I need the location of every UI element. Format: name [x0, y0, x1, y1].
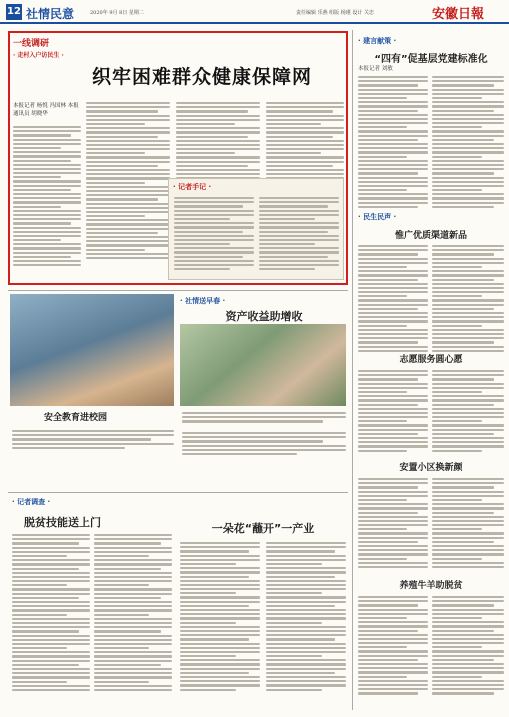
top-story-col3 [176, 100, 260, 186]
photo-caption-right [182, 410, 346, 425]
top-story-byline: 本报记者 杨悦 冯国林 本报通讯员 胡晓华 [13, 103, 79, 117]
photo-section-label: · 社情送早春 · [180, 297, 226, 305]
top-story-col4 [266, 100, 344, 186]
reporter-notes-box [168, 178, 344, 280]
side-byline: 本报记者 刘敏 [358, 66, 393, 72]
issue-date: 2020年 9月 8日 星期二 [90, 10, 144, 16]
photo-left [10, 294, 174, 406]
side-section-label-2: · 民生民声 · [358, 213, 397, 221]
side-text-3b [432, 368, 504, 454]
side-text-5a [358, 594, 428, 697]
bottom-label: · 记者调查 · [12, 498, 51, 506]
side-title-5: 养殖牛羊助脱贫 [399, 581, 463, 591]
middle-text-right [182, 430, 346, 457]
notes-label: · 记者手记 · [173, 183, 212, 191]
page-number: 12 [6, 4, 22, 20]
sub-kicker: · 走村入户访民生 · [13, 52, 64, 59]
top-story-title: 织牢困难群众健康保障网 [91, 66, 312, 88]
section-name: 社情民意 [26, 7, 75, 21]
photo-right [180, 324, 346, 406]
kicker: 一线调研 [13, 39, 50, 49]
bottom-col1 [12, 532, 90, 693]
editor-line: 责任编辑 乐燕 组版 杨瑾 设计 关忠 [296, 10, 374, 16]
side-section-label: · 建言献策 · [358, 37, 397, 45]
side-text-5b [432, 594, 504, 697]
column-divider [352, 30, 353, 710]
side-text-2b [432, 243, 504, 354]
bottom-divider [8, 492, 348, 493]
page-header [0, 0, 509, 24]
side-text-3a [358, 368, 428, 454]
bottom-title-2: 一朵花“蘸开”一产业 [211, 522, 315, 535]
middle-divider [8, 290, 348, 291]
photo-caption-left [12, 428, 174, 451]
side-title-3: 志愿服务圆心愿 [399, 355, 463, 365]
side-text-2a [358, 243, 428, 354]
side-text-4b [432, 476, 504, 570]
bottom-col2 [94, 532, 172, 693]
bottom-col3 [180, 540, 260, 693]
photo-caption-title: 安全教育进校园 [44, 413, 108, 423]
top-story-col1 [13, 124, 81, 268]
bottom-title-1: 脱贫技能送上门 [24, 516, 101, 529]
side-title-4: 安置小区换新颜 [399, 463, 463, 473]
side-text-4a [358, 476, 428, 570]
side-title: “四有”促基层党建标准化 [374, 54, 488, 65]
side-text-1b [432, 74, 504, 210]
bottom-col4 [266, 540, 346, 693]
side-title-2: 惟广优质渠道新品 [394, 231, 467, 241]
masthead-logo: 安徽日報 [432, 7, 485, 22]
top-story-col2 [86, 100, 170, 261]
photo-section-title: 资产收益助增收 [225, 310, 303, 323]
side-text-1a [358, 74, 428, 210]
